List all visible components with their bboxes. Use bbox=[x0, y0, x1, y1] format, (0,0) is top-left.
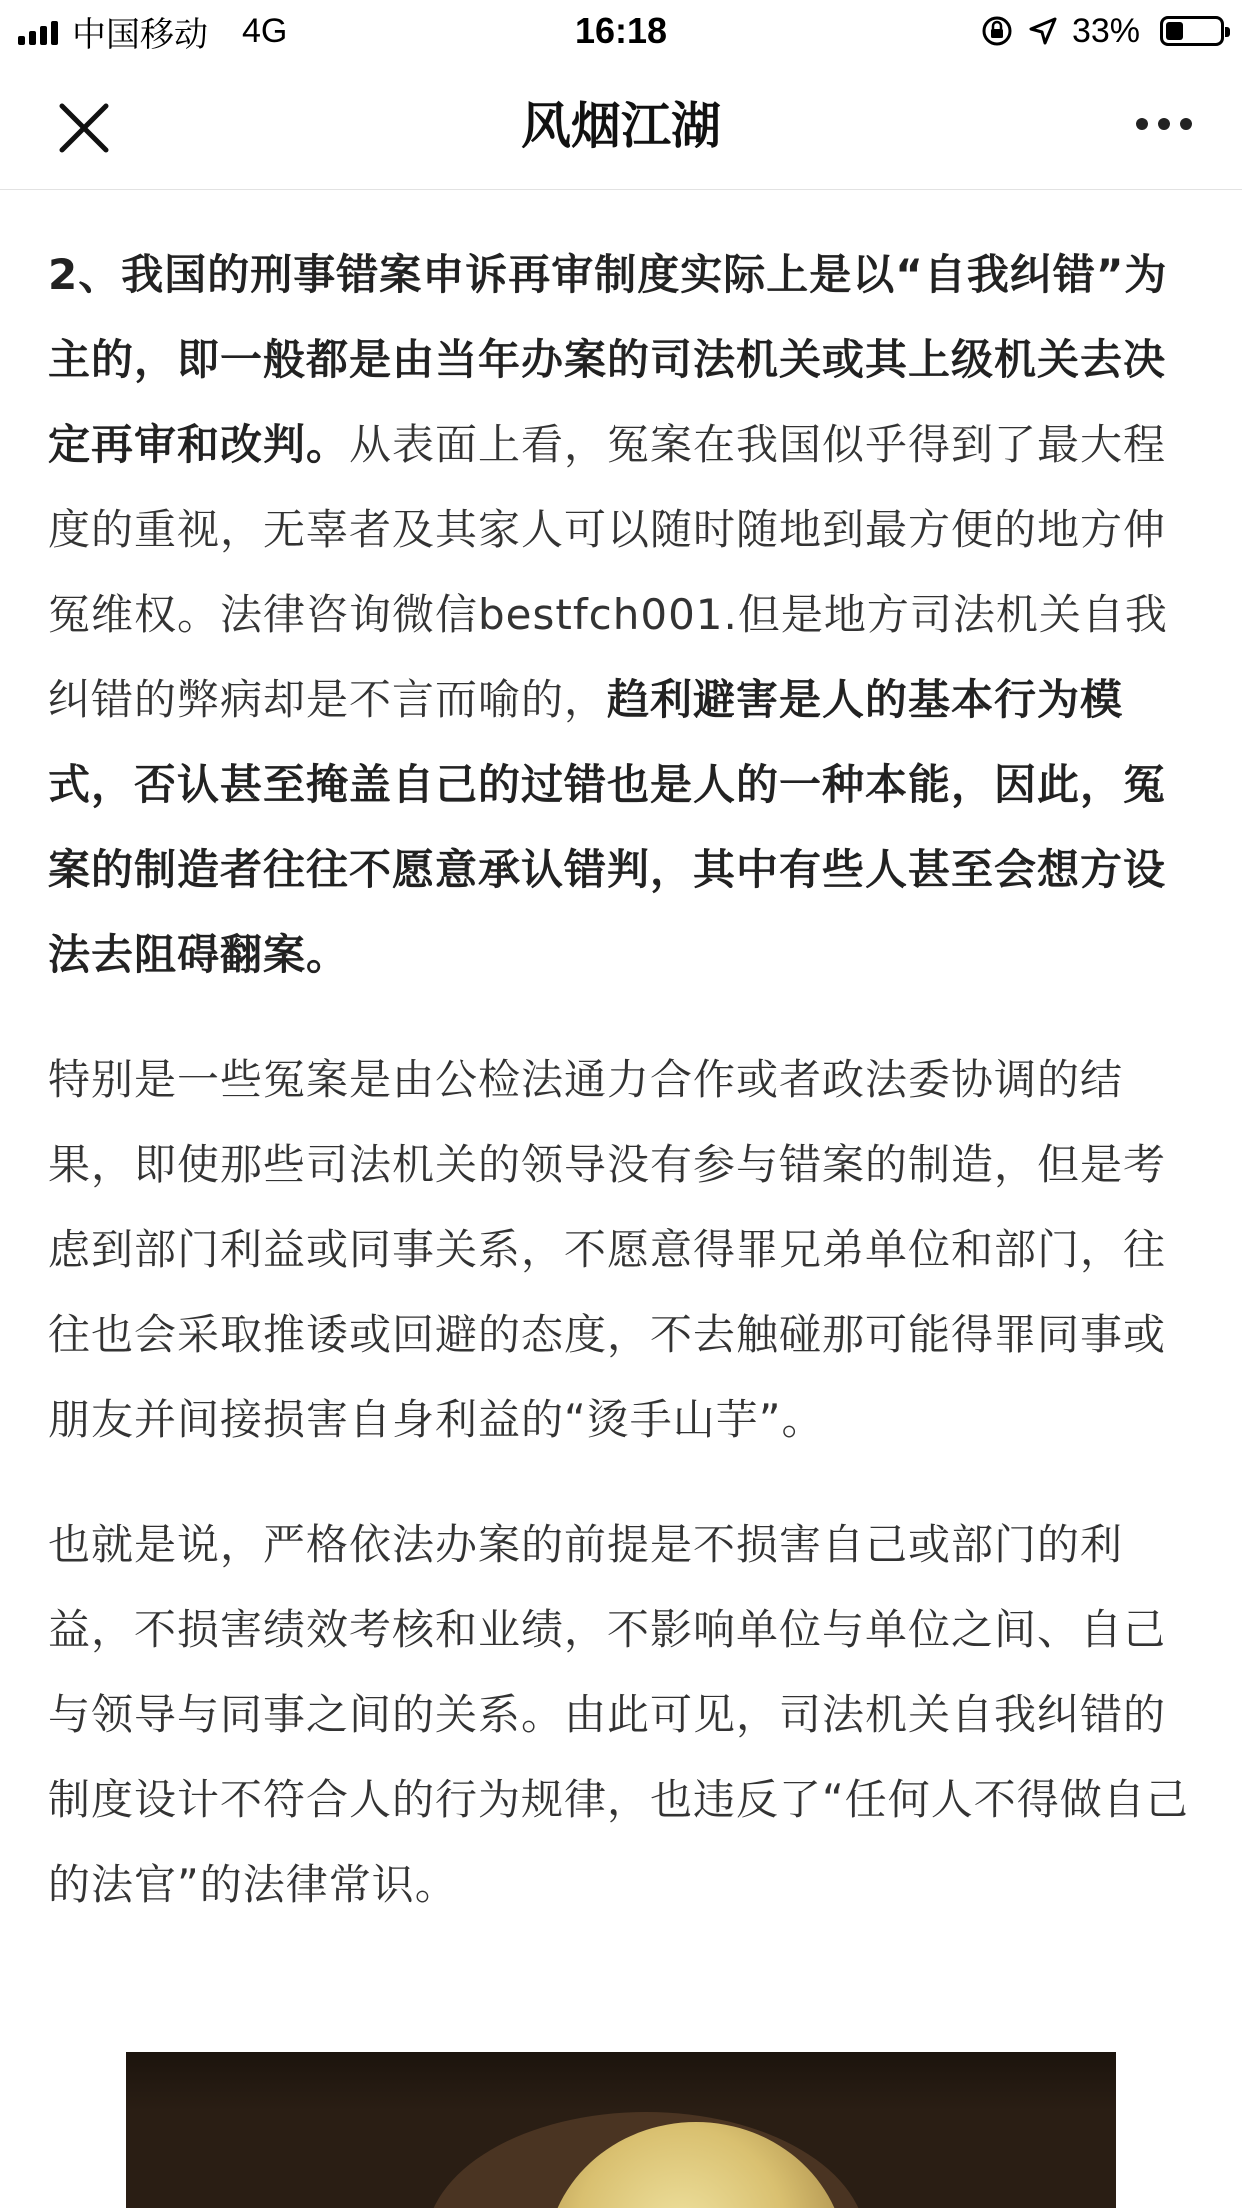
page-title: 风烟江湖 bbox=[521, 97, 721, 155]
location-icon bbox=[1028, 16, 1058, 46]
nav-bar bbox=[0, 62, 1242, 190]
article-body bbox=[48, 190, 1198, 1927]
clock: 16:18 bbox=[574, 10, 668, 51]
status-bar bbox=[0, 0, 1242, 62]
paragraph-1-bold-lead: 2、我国的刑事错案申诉再审制度实际上是以“自我纠错”为主的，即一般都是由当年办案的司法机关或其上级机关去决定再审和改判。 bbox=[48, 250, 1168, 469]
network-label: 4G bbox=[242, 11, 288, 50]
more-dots-icon[interactable] bbox=[1136, 118, 1192, 130]
orientation-lock-icon bbox=[980, 14, 1014, 48]
article-paragraph-3: 也就是说，严格依法办案的前提是不损害自己或部门的利益，不损害绩效考核和业绩，不影响单位与单位之间、自己与领导与同事之间的关系。由此可见，司法机关自我纠错的制度设计不符合人的行为规律，也违反了“任何人不得做自己的法官”的法律常识。 bbox=[48, 1520, 1189, 1909]
status-right bbox=[980, 8, 1224, 54]
article-paragraph-1 bbox=[48, 232, 1198, 997]
carrier-label: 中国移动 bbox=[72, 15, 208, 54]
article-photo[interactable] bbox=[126, 2052, 1116, 2208]
battery-icon bbox=[1160, 16, 1224, 46]
battery-percent: 33% bbox=[1071, 11, 1140, 50]
battery-fill bbox=[1166, 22, 1183, 40]
paragraph-1-normal: 从表面上看，冤案在我国似乎得到了最大程度的重视，无辜者及其家人可以随时随地到最方便的地方伸冤维权。法律咨询微信bestfch001.但是地方司法机关自我纠错的弊病却是不言而喻的， bbox=[48, 420, 1168, 724]
paragraph-1-bold-tail: 趋利避害是人的基本行为模式，否认甚至掩盖自己的过错也是人的一种本能，因此，冤案的制造者往往不愿意承认错判，其中有些人甚至会想方设法去阻碍翻案。 bbox=[48, 675, 1167, 979]
article-paragraph-2: 特别是一些冤案是由公检法通力合作或者政法委协调的结果，即使那些司法机关的领导没有参与错案的制造，但是考虑到部门利益或同事关系，不愿意得罪兄弟单位和部门，往往也会采取推诿或回避的态度，不去触碰那可能得罪同事或朋友并间接损害自身利益的“烫手山芋”。 bbox=[48, 1055, 1167, 1444]
